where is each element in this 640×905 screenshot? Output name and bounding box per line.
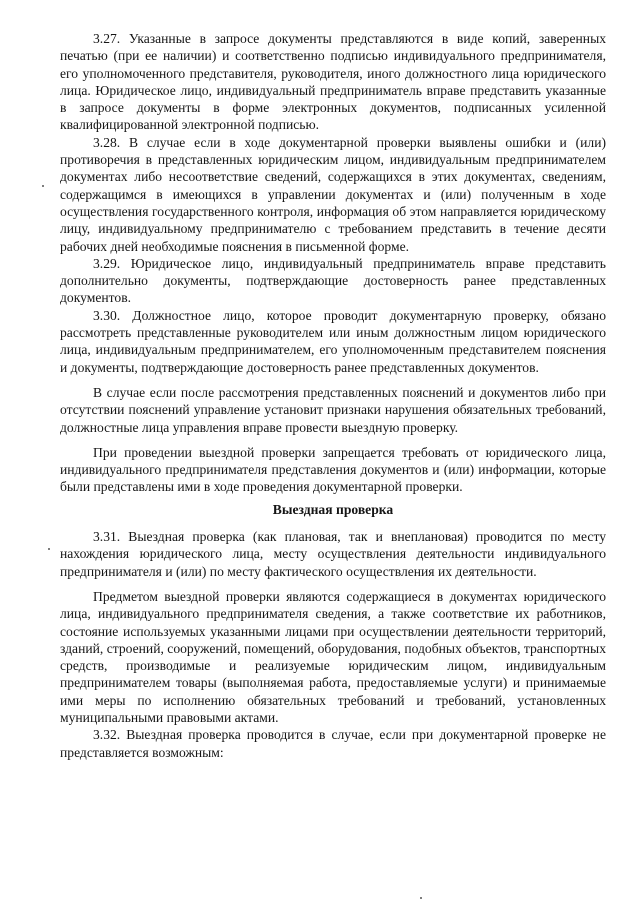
document-page <box>60 30 606 890</box>
spacer <box>60 376 606 384</box>
paragraph-inspection-subject: Предметом выездной проверки являются содержащиеся в документах юридического лица, индивидуального предпринимателя сведения, а также соответствие их работников, состояние используемых указанными лицами при осуществлении деятельности территорий, зданий, строений, сооружений, помещений, оборудования, подобных объектов, транспортных средств, производимые и реализуемые юридическим лицом, индивидуальным предпринимателем товары (выполняемая работа, предоставляемые услуги) и принимаемые ими меры по исполнению обязательных требований и требований, установленных муниципальными правовыми актами. <box>60 588 606 725</box>
spacer <box>60 580 606 588</box>
scan-speck <box>48 548 50 550</box>
paragraph-3-27: 3.27. Указанные в запросе документы представляются в виде копий, заверенных печатью (при ее наличии) и соответственно подписью индивидуального предпринимателя, его уполномоченного представителя, руководителя, иного должностного лица юридического лица. Юридическое лицо, индивидуальный предприниматель вправе представить указанные в запросе документы в форме электронных документов, подписанных усиленной квалифицированной электронной подписью. <box>60 31 606 133</box>
paragraph-3-32: 3.32. Выездная проверка проводится в случае, если при документарной проверке не представляется возможным: <box>60 727 606 760</box>
spacer <box>60 436 606 444</box>
scan-speck <box>42 185 44 187</box>
paragraph-3-30: 3.30. Должностное лицо, которое проводит документарную проверку, обязано рассмотреть представленные руководителем или иным должностным лицом юридического лица, индивидуальным предпринимателем, его уполномоченным представителем пояснения и документы, подтверждающие достоверность ранее представленных документов. <box>60 307 606 375</box>
paragraph-3-28: 3.28. В случае если в ходе документарной проверки выявлены ошибки и (или) противоречия в представленных юридическим лицом, индивидуальным предпринимателем документах либо несоответствие сведений, содержащихся в этих документах, сведениям, содержащимся в имеющихся в управлении документах и (или) полученным в ходе осуществления государственного контроля, информация об этом направляется юридическому лицу, индивидуальному предпринимателю с требованием представить в течение десяти рабочих дней необходимые пояснения в письменной форме. <box>60 134 606 254</box>
paragraph-3-31: 3.31. Выездная проверка (как плановая, так и внеплановая) проводится по месту нахождения юридического лица, месту осуществления деятельности индивидуального предпринимателя и (или) по месту фактического осуществления их деятельности. <box>60 529 606 579</box>
paragraph-site-inspection-prohibition: При проведении выездной проверки запрещается требовать от юридического лица, индивидуального предпринимателя представления документов и (или) информации, которые были представлены ими в ходе проведения документарной проверки. <box>60 444 606 495</box>
scan-speck <box>420 897 422 899</box>
section-heading: Выездная проверка <box>272 501 394 517</box>
paragraph-site-inspection-grounds: В случае если после рассмотрения представленных пояснений и документов либо при отсутствии пояснений управление установит признаки нарушения обязательных требований, должностные лица управления вправе провести выездную проверку. <box>60 384 606 435</box>
paragraph-3-29: 3.29. Юридическое лицо, индивидуальный предприниматель вправе представить дополнительно документы, подтверждающие достоверность ранее представленных документов. <box>60 255 606 306</box>
